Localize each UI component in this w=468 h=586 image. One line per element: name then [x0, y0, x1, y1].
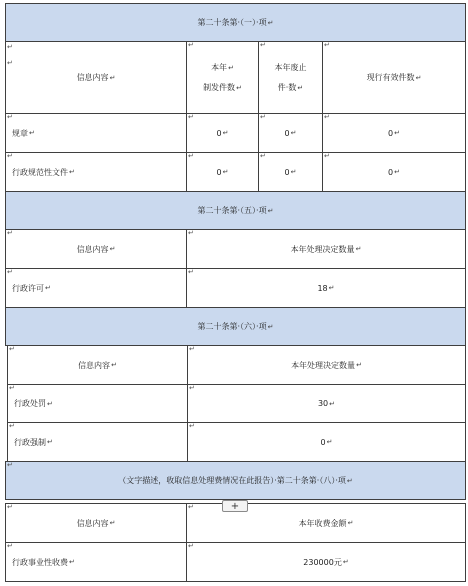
cell-mark-icon: ↵	[7, 461, 13, 469]
header-info-content: ↵ ↵ 信息内容 ↵	[5, 41, 187, 114]
add-row-button[interactable]	[222, 500, 248, 512]
header-issued-count: ↵ 本年↵ 制发件数↵	[186, 41, 259, 114]
cell-mark-icon: ↵	[188, 229, 194, 237]
cell-mark-icon: ↵	[7, 113, 13, 121]
cell-mark-icon: ↵	[188, 503, 194, 511]
cell-mark-icon: ↵	[189, 384, 195, 392]
cell-mark-icon: ↵	[188, 113, 194, 121]
header-decision-count: ↵ 本年处理决定数量 ↵	[187, 345, 466, 385]
cell-mark-icon: ↵	[9, 384, 15, 392]
row-value: ↵ 0 ↵	[187, 422, 466, 462]
cell-mark-icon: ↵	[324, 41, 330, 49]
header-abolished-count: ↵ 本年废止 件·数↵	[258, 41, 323, 114]
row-value: ↵ 0 ↵	[258, 113, 323, 153]
row-label: ↵ 规章 ↵	[5, 113, 187, 153]
cell-mark-icon: ↵	[9, 345, 15, 353]
row-value: ↵ 0 ↵	[258, 152, 323, 192]
cell-mark-icon: ↵	[189, 422, 195, 430]
cell-mark-icon: ↵	[7, 503, 13, 511]
cell-mark-icon: ↵	[7, 59, 13, 67]
section-4-title: ↵ （文字描述，收取信息处理费情况在此报告）·第二十条第·（八）·项 ↵	[5, 461, 466, 500]
row-label: ↵ 行政处罚 ↵	[7, 384, 188, 423]
cell-mark-icon: ↵	[7, 229, 13, 237]
row-value: ↵ 0 ↵	[322, 113, 466, 153]
cell-mark-icon: ↵	[188, 542, 194, 550]
header-info-content: ↵ 信息内容 ↵	[5, 503, 187, 543]
cell-mark-icon: ↵	[9, 422, 15, 430]
cell-mark-icon: ↵	[7, 268, 13, 276]
cell-mark-icon: ↵	[188, 268, 194, 276]
row-label: ↵ 行政规范性文件 ↵	[5, 152, 187, 192]
cell-mark-icon: ↵	[7, 43, 13, 51]
row-label: ↵ 行政事业性收费 ↵	[5, 542, 187, 582]
header-decision-count: ↵ 本年处理决定数量 ↵	[186, 229, 466, 269]
cell-mark-icon: ↵	[324, 152, 330, 160]
section-3-title: 第二十条第·（六）·项 ↵	[5, 307, 466, 346]
row-value: ↵ 230000元 ↵	[186, 542, 466, 582]
cell-mark-icon: ↵	[260, 152, 266, 160]
row-value: ↵ 0 ↵	[186, 152, 259, 192]
row-value: ↵ 30 ↵	[187, 384, 466, 423]
cell-mark-icon: ↵	[7, 542, 13, 550]
row-value: ↵ 18 ↵	[186, 268, 466, 308]
cell-mark-icon: ↵	[188, 152, 194, 160]
plus-icon: +	[230, 500, 240, 512]
header-info-content: ↵ 信息内容 ↵	[7, 345, 188, 385]
header-fee-amount: ↵ 本年收费金额 ↵	[186, 503, 466, 543]
cell-mark-icon: ↵	[189, 345, 195, 353]
header-info-content: ↵ 信息内容 ↵	[5, 229, 187, 269]
cell-mark-icon: ↵	[188, 41, 194, 49]
cell-mark-icon: ↵	[260, 41, 266, 49]
row-label: ↵ 行政许可 ↵	[5, 268, 187, 308]
row-value: ↵ 0 ↵	[186, 113, 259, 153]
cell-mark-icon: ↵	[7, 152, 13, 160]
header-valid-count: ↵ 现行有效件数 ↵	[322, 41, 466, 114]
section-2-title: 第二十条第·（五）·项 ↵	[5, 191, 466, 230]
cell-mark-icon: ↵	[260, 113, 266, 121]
section-1-title: 第二十条第·（一）·项 ↵	[5, 3, 466, 42]
row-label: ↵ 行政强制 ↵	[7, 422, 188, 462]
row-value: ↵ 0 ↵	[322, 152, 466, 192]
cell-mark-icon: ↵	[324, 113, 330, 121]
